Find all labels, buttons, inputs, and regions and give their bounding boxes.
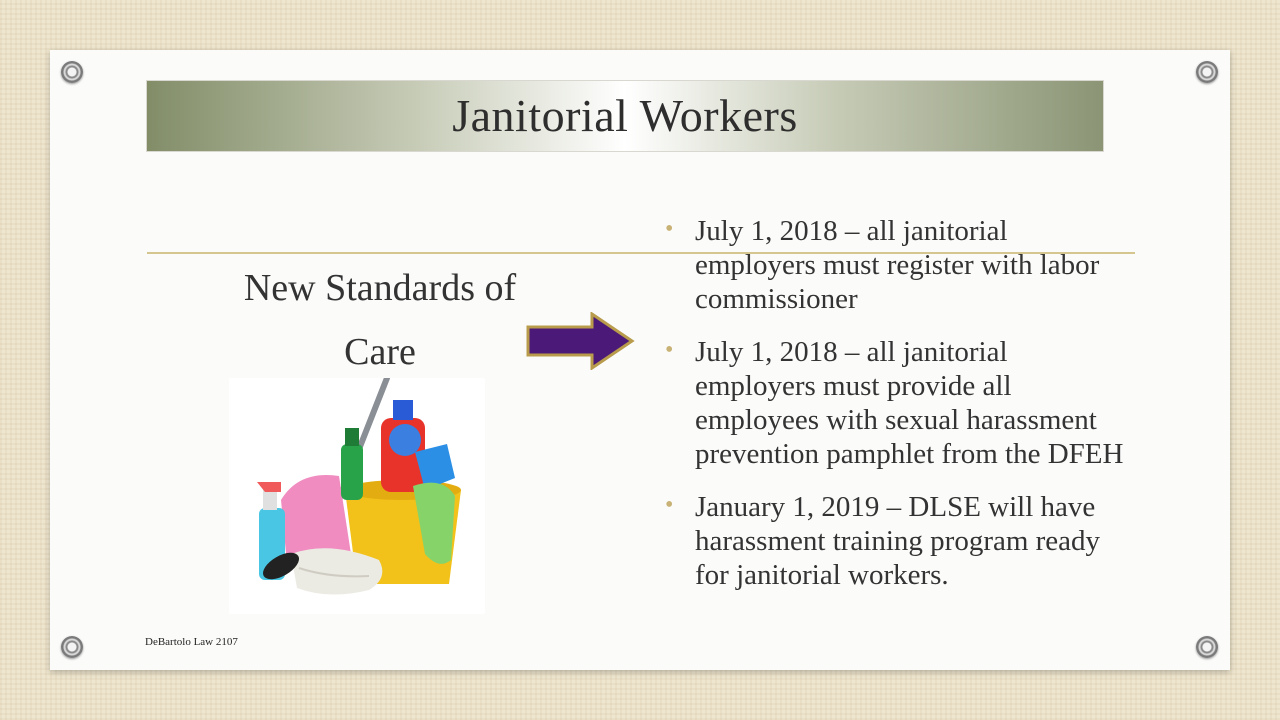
- left-heading: [210, 256, 550, 384]
- bullet-text: January 1, 2019 – DLSE will have harassment training program ready for janitorial workers.: [695, 491, 1101, 591]
- slide-title: Janitorial Workers: [452, 90, 798, 141]
- bullet-dot-icon: •: [665, 216, 674, 242]
- bullet-dot-icon: •: [665, 492, 674, 518]
- bullet-item: [662, 490, 1132, 592]
- bullet-text: July 1, 2018 – all janitorial employers must register with labor commissioner: [695, 215, 1100, 315]
- pin-icon: [1196, 61, 1218, 83]
- cleaning-supplies-photo: [229, 378, 485, 614]
- bullet-item: [662, 335, 1132, 471]
- pin-icon: [1196, 636, 1218, 658]
- bullet-item: [662, 214, 1132, 316]
- footer-credit: DeBartolo Law 2107: [145, 636, 238, 648]
- bullet-dot-icon: •: [665, 337, 674, 363]
- title-bar: [146, 80, 1104, 152]
- slide: [50, 50, 1230, 670]
- bullet-text: July 1, 2018 – all janitorial employers must provide all employees with sexual harassment prevention pamphlet from the DFEH: [695, 336, 1124, 470]
- pin-icon: [61, 636, 83, 658]
- right-arrow-icon: [526, 312, 636, 375]
- bullet-list: [662, 214, 1132, 611]
- left-heading-line-1: New Standards of: [243, 267, 517, 309]
- pin-icon: [61, 61, 83, 83]
- left-heading-line-2: Care: [344, 331, 416, 373]
